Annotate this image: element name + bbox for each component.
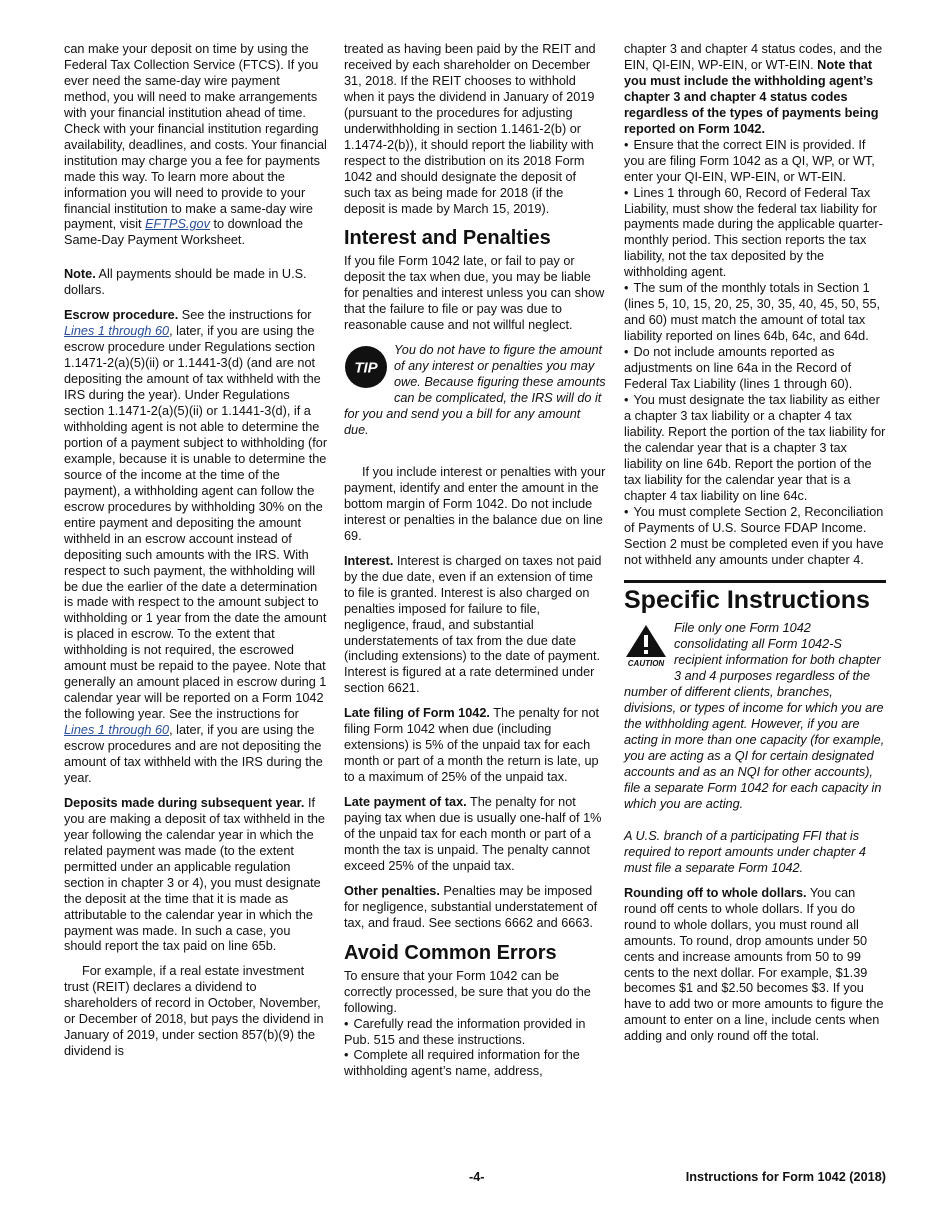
caution-text: File only one Form 1042 consolidating all Form 1042-S recipient information for both chapter 3 and 4 purposes regardless of the number of different clients, branches, divisions, or types of income for which you are the withholding agent. However, if you are acting in more than one capacity (for example, you are acting as a QI for certain designated accounts and as an NQI for other accounts), file a separate Form 1042 for each capacity in which you are acting. bbox=[624, 621, 885, 811]
caution-text-2: A U.S. branch of a participating FFI that is required to report amounts under chapter 4 must file a separate Form 1042. bbox=[624, 828, 866, 875]
specific-instructions-header bbox=[624, 580, 886, 615]
tip-box bbox=[344, 343, 606, 439]
form-title: Instructions for Form 1042 (2018) bbox=[685, 1170, 886, 1184]
list-item: • The sum of the monthly totals in Section 1 (lines 5, 10, 15, 20, 25, 30, 35, 40, 45, 50, 55, and 60) must match the amount of total tax liability reported on lines 64b, 64c, and 64d. bbox=[624, 281, 886, 345]
eftps-link[interactable]: EFTPS.gov bbox=[145, 217, 210, 232]
paragraph-include-interest: If you include interest or penalties with your payment, identify and enter the amount in the bottom margin of Form 1042. Do not include interest or penalties in the balance due on line 69. bbox=[344, 464, 606, 543]
caution-icon bbox=[624, 623, 668, 669]
paragraph-interest: Interest. Interest is charged on taxes not paid by the due date, even if an extension of time to file is granted. Interest is also charged on penalties imposed for failure to file, negligence, fraud, and substantial understatements of tax from the due date (including extensions) to the date of payment. Interest is figured at a rate determined under section 6621. bbox=[344, 553, 602, 696]
svg-text:TIP: TIP bbox=[354, 359, 378, 377]
list-item: • You must complete Section 2, Reconciliation of Payments of U.S. Source FDAP Income. Section 2 must be completed even if you have not withheld any amounts under chapter 4. bbox=[624, 505, 886, 569]
paragraph-avoid-intro: To ensure that your Form 1042 can be correctly processed, be sure that you do the following. bbox=[344, 968, 591, 1015]
list-item: • Do not include amounts reported as adjustments on line 64a in the Record of Federal Tax Liability (lines 1 through 60). bbox=[624, 345, 886, 393]
paragraph-interest-intro: If you file Form 1042 late, or fail to pay or deposit the tax when due, you may be liable for penalties and interest unless you can show that the failure to file or pay was due to reasonable cause and not willful neglect. bbox=[344, 254, 605, 333]
tip-text: You do not have to figure the amount of any interest or penalties you may owe. Because figuring these amounts can be complicated, the IRS will do it for you and send you a bill for any amount due. bbox=[344, 343, 606, 438]
lines-1-through-60-link[interactable]: Lines 1 through 60 bbox=[64, 324, 170, 339]
caution-box bbox=[624, 621, 886, 812]
column-3 bbox=[624, 42, 886, 1045]
column-2 bbox=[344, 42, 606, 1080]
list-item: • Complete all required information for the withholding agent’s name, address, bbox=[344, 1048, 606, 1080]
heading-interest-and-penalties: Interest and Penalties bbox=[344, 227, 551, 250]
paragraph-escrow: Escrow procedure. See the instructions for Lines 1 through 60, later, if you are using the escrow procedure under Regulations section 1.1471-2(a)(5)(ii) or 1.1441-3(d) (and are not depositing the amount of tax withheld with the IRS during the year). Under Regulations section 1.1471-2(a)(5)(ii) or 1.1441-3(d), if a withholding agent is not able to determine the portion of a payment subject to withholding (for example, because it is unable to determine the source of the income at the time of the payment), a withholding agent can follow the escrow procedures by withholding 30% on the entire payment and depositing the amount withheld in an escrow account instead of depositing such amounts with the IRS. With respect to such payment, the withholding will be due the earlier of the date a determination is made with respect to the amount subject to withholding or 1 year from the date the amount is placed in escrow. To the extent that withholding is not required, the escrowed amount must be repaid to the payee. Note that generally an amount placed in escrow during 1 calendar year will be reported on a Form 1042 the following year. See the instructions for Lines 1 through 60, later, if you are using the escrow procedures and are not depositing the amount of tax withheld with the IRS during the year. bbox=[64, 308, 328, 785]
column-1 bbox=[64, 42, 328, 1060]
paragraph-late-payment: Late payment of tax. The penalty for not paying tax when due is usually one-half of 1% of the unpaid tax for each month or part of a month the tax is unpaid. The penalty cannot exceed 25% of the unpaid tax. bbox=[344, 795, 602, 873]
paragraph-late-filing: Late filing of Form 1042. The penalty for not filing Form 1042 when due (including extensions) is 5% of the unpaid tax for each month or part of a month the return is late, up to a maximum of 25% of the unpaid tax. bbox=[344, 706, 600, 785]
heading-specific-instructions: Specific Instructions bbox=[624, 586, 870, 615]
paragraph-wire-payment: can make your deposit on time by using the Federal Tax Collection Service (FTCS). If you ever need the same-day wire payment method, you will need to make arrangements with your financial institution ahead of time. Check with your financial institution regarding availability, deadlines, and costs. Your financial institution may charge you a fee for payments made this way. To learn more about the information you will need to provide to your financial institution to make a same-day wire payment, visit EFTPS.gov to download the Same-Day Payment Worksheet. bbox=[64, 42, 327, 248]
tip-icon bbox=[344, 345, 388, 389]
svg-text:CAUTION: CAUTION bbox=[627, 659, 665, 669]
page-number: -4- bbox=[469, 1170, 485, 1184]
paragraph-note: Note. All payments should be made in U.S. dollars. bbox=[64, 267, 307, 298]
paragraph-status-codes: chapter 3 and chapter 4 status codes, and the EIN, QI-EIN, WP-EIN, or WT-EIN. Note that you must include the withholding agent’s chapter 3 and chapter 4 status codes regardless of the types of payments being reported on Form 1042. bbox=[624, 42, 883, 136]
list-item: • You must designate the tax liability as either a chapter 3 tax liability or a chapter 4 tax liability. Report the portion of the tax liability for the calendar year that is a chapter 3 tax liability on line 64b. Report the portion of the tax liability for the calendar year that is a chapter 4 tax liability on line 64c. bbox=[624, 393, 886, 505]
list-item: • Lines 1 through 60, Record of Federal Tax Liability, must show the federal tax liability for payments made during the applicable quarter-monthly period. This section reports the tax liability, not the tax deposited by the withholding agent. bbox=[624, 186, 886, 282]
paragraph-other-penalties: Other penalties. Penalties may be imposed for negligence, substantial understatement of tax, and fraud. See sections 6662 and 6663. bbox=[344, 883, 598, 930]
heading-avoid-common-errors: Avoid Common Errors bbox=[344, 941, 557, 964]
list-item: • Carefully read the information provided in Pub. 515 and these instructions. bbox=[344, 1017, 606, 1049]
paragraph-reit-continued: treated as having been paid by the REIT and received by each shareholder on December 31, 2018. If the REIT chooses to withhold when it pays the dividend in January of 2019 (pursuant to the procedures for adjusting underwithholding in section 1.1461-2(b) or 1.1474-2(b)), it should report the liability with respect to the distribution on its 2018 Form 1042 and should designate the deposit of such tax as being made for 2018 (if the deposit is made by March 15, 2019). bbox=[344, 42, 596, 216]
lines-1-through-60-link-2[interactable]: Lines 1 through 60 bbox=[64, 723, 170, 738]
paragraph-deposits-subsequent-year: Deposits made during subsequent year. If you are making a deposit of tax withheld in the year following the calendar year in which the related payment was made (to the extent permitted under an applicable regulation section in chapter 3 or 4), you must designate the deposit at the time that it is made as attributable to the calendar year in which the payment was made. In such a case, you should report the tax paid on line 65b. bbox=[64, 795, 325, 954]
paragraph-rounding: Rounding off to whole dollars. You can round off cents to whole dollars. If you do round to whole dollars, you must round all amounts. To round, drop amounts under 50 cents and increase amounts from 50 to 99 cents to the next dollar. For example, $1.39 becomes $1 and $2.50 becomes $3. If you have to add two or more amounts to figure the amount to enter on a line, include cents when adding and only round off the total. bbox=[624, 885, 884, 1044]
list-item: • Ensure that the correct EIN is provided. If you are filing Form 1042 as a QI, WP, or WT, enter your QI-EIN, WP-EIN, or WT-EIN. bbox=[624, 138, 886, 186]
paragraph-reit-example: For example, if a real estate investment trust (REIT) declares a dividend to shareholders of record in October, November, or December of 2018, but pays the dividend in January of 2019, under section 857(b)(9) the dividend is bbox=[64, 964, 324, 1059]
